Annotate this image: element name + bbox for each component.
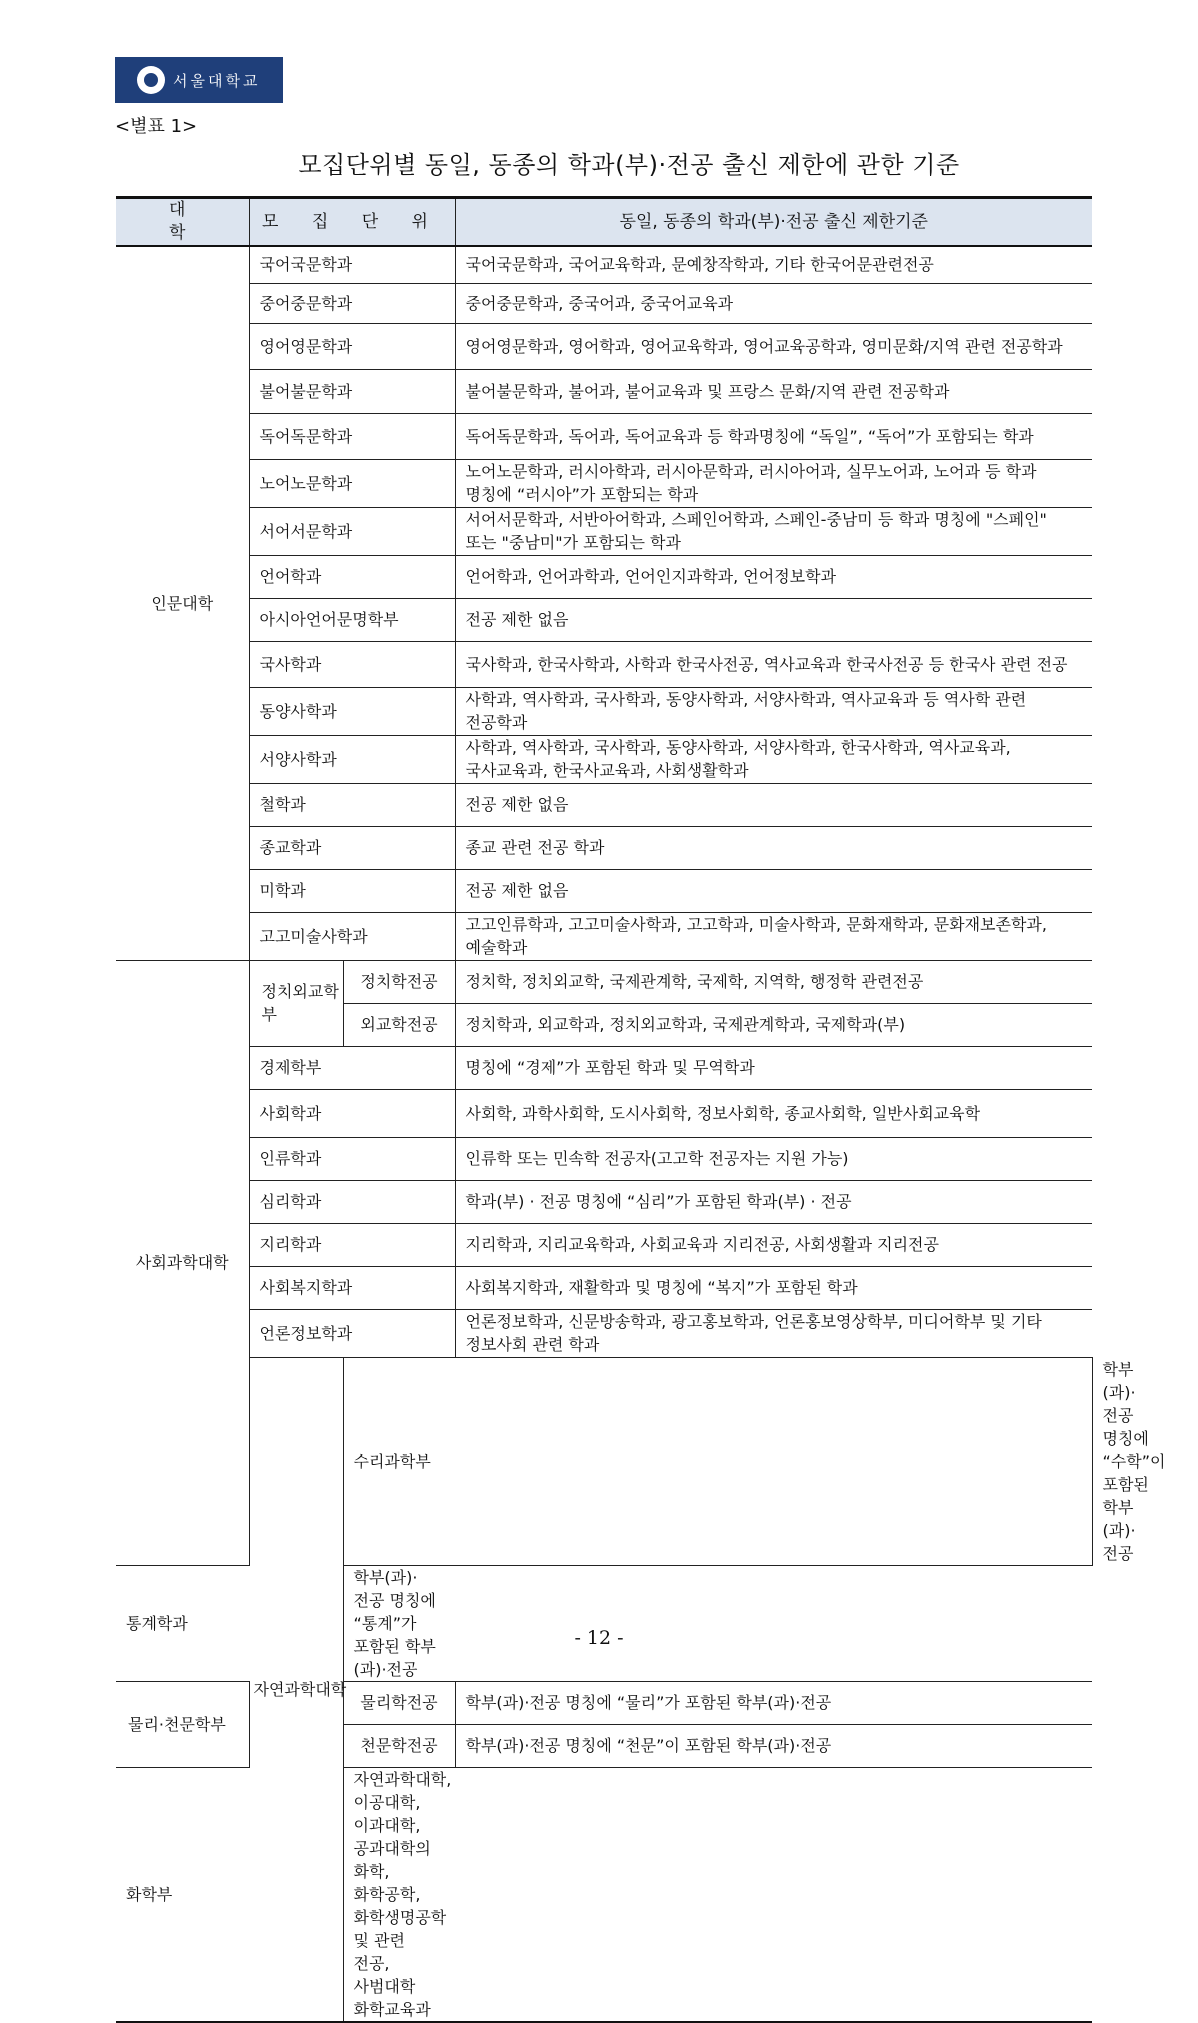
dept-cell: 사회복지학과: [249, 1266, 455, 1309]
table-row: [116, 641, 1092, 687]
college-cell: 인문대학: [116, 246, 249, 960]
criteria-cell: 고고인류학과, 고고미술사학과, 고고학과, 미술사학과, 문화재학과, 문화재보존학과, 예술학과: [455, 912, 1092, 960]
table-row: [116, 283, 1092, 323]
criteria-cell: 사회학, 과학사회학, 도시사회학, 정보사회학, 종교사회학, 일반사회교육학: [455, 1089, 1092, 1137]
criteria-table: [116, 196, 1166, 2023]
dept-cell: 동양사학과: [249, 687, 455, 735]
logo-text: 서울대학교: [173, 71, 261, 90]
dept-cell: 언어학과: [249, 555, 455, 598]
dept-sub-cell: 외교학전공: [343, 1003, 455, 1046]
criteria-cell: 지리학과, 지리교육학과, 사회교육과 지리전공, 사회생활과 지리전공: [455, 1223, 1092, 1266]
criteria-cell: 전공 제한 없음: [455, 598, 1092, 641]
dept-cell: 국어국문학과: [249, 246, 455, 283]
university-emblem-icon: [137, 66, 165, 94]
dept-cell: 국사학과: [249, 641, 455, 687]
table-row: [116, 1046, 1092, 1089]
criteria-cell: 국사학과, 한국사학과, 사학과 한국사전공, 역사교육과 한국사전공 등 한국사 관련 전공: [455, 641, 1092, 687]
dept-sub-cell: 정치학전공: [343, 960, 455, 1003]
college-cell: 자연과학대학: [249, 1357, 343, 2022]
table-row: [116, 246, 1092, 283]
dept-cell: 수리과학부: [343, 1357, 1092, 1565]
table-row: [116, 413, 1092, 459]
criteria-cell: 사학과, 역사학과, 국사학과, 동양사학과, 서양사학과, 한국사학과, 역사교육과, 국사교육과, 한국사교육과, 사회생활학과: [455, 735, 1092, 783]
table-row: [116, 1137, 1092, 1180]
criteria-cell: 학부(과)·전공 명칭에 “물리”가 포함된 학부(과)·전공: [455, 1681, 1092, 1724]
table-row: 자연과학대학 수리과학부 학부(과)·전공 명칭에 “수학”이 포함된 학부(과)·전공: [116, 1357, 1092, 1565]
dept-sub-cell: 천문학전공: [343, 1724, 455, 1767]
header-criteria: 동일, 동종의 학과(부)·전공 출신 제한기준: [455, 198, 1092, 247]
criteria-cell: 정치학과, 외교학과, 정치외교학과, 국제관계학과, 국제학과(부): [455, 1003, 1092, 1046]
table-row: [116, 323, 1092, 369]
dept-cell: 아시아언어문명학부: [249, 598, 455, 641]
criteria-cell: 인류학 또는 민속학 전공자(고고학 전공자는 지원 가능): [455, 1137, 1092, 1180]
dept-cell: 독어독문학과: [249, 413, 455, 459]
dept-cell: 불어불문학과: [249, 369, 455, 413]
table-row: [116, 735, 1092, 783]
dept-cell: 고고미술사학과: [249, 912, 455, 960]
header-unit: 모 집 단 위: [249, 198, 455, 247]
table-row: [116, 1180, 1092, 1223]
college-cell: 사회과학대학: [116, 960, 249, 1565]
dept-sub-cell: 물리학전공: [343, 1681, 455, 1724]
table-row: [116, 1266, 1092, 1309]
university-logo: [115, 57, 283, 103]
table-row: [116, 369, 1092, 413]
dept-cell: 지리학과: [249, 1223, 455, 1266]
dept-cell: 중어중문학과: [249, 283, 455, 323]
dept-cell: 언론정보학과: [249, 1309, 455, 1357]
table-row: [116, 1309, 1092, 1357]
table-row: [116, 507, 1092, 555]
document-title: 모집단위별 동일, 동종의 학과(부)·전공 출신 제한에 관한 기준: [298, 151, 960, 179]
criteria-cell: 학과(부) · 전공 명칭에 “심리”가 포함된 학과(부) · 전공: [455, 1180, 1092, 1223]
dept-cell: 노어노문학과: [249, 459, 455, 507]
criteria-cell: 전공 제한 없음: [455, 783, 1092, 826]
criteria-cell: 독어독문학과, 독어과, 독어교육과 등 학과명칭에 “독일”, “독어”가 포함되는 학과: [455, 413, 1092, 459]
criteria-cell: 학부(과)·전공 명칭에 “통계”가 포함된 학부(과)·전공: [343, 1565, 455, 1681]
table-row: [116, 1565, 1092, 1681]
dept-cell: 화학부: [116, 1767, 343, 2022]
criteria-cell: 명칭에 “경제”가 포함된 학과 및 무역학과: [455, 1046, 1092, 1089]
appendix-label: <별표 1>: [115, 116, 198, 137]
table-row: [116, 960, 1092, 1003]
criteria-cell: 자연과학대학, 이공대학, 이과대학, 공과대학의 화학, 화학공학, 화학생명공학 및 관련 전공, 사범대학 화학교육과: [343, 1767, 455, 2022]
table-row: [116, 1089, 1092, 1137]
dept-cell: 영어영문학과: [249, 323, 455, 369]
dept-group-cell: 정치외교학 부: [249, 960, 343, 1046]
table-row: [116, 783, 1092, 826]
dept-cell: 서어서문학과: [249, 507, 455, 555]
criteria-cell: 학부(과)·전공 명칭에 “천문”이 포함된 학부(과)·전공: [455, 1724, 1092, 1767]
table-row: [116, 1767, 1092, 2022]
criteria-cell: 언어학과, 언어과학과, 언어인지과학과, 언어정보학과: [455, 555, 1092, 598]
table-row: [116, 1223, 1092, 1266]
dept-cell: 서양사학과: [249, 735, 455, 783]
dept-cell: 경제학부: [249, 1046, 455, 1089]
dept-cell: 미학과: [249, 869, 455, 912]
criteria-cell: 노어노문학과, 러시아학과, 러시아문학과, 러시아어과, 실무노어과, 노어과 등 학과 명칭에 “러시아”가 포함되는 학과: [455, 459, 1092, 507]
dept-cell: 종교학과: [249, 826, 455, 869]
criteria-cell: 사회복지학과, 재활학과 및 명칭에 “복지”가 포함된 학과: [455, 1266, 1092, 1309]
dept-cell: 통계학과: [116, 1565, 343, 1681]
table-row: [116, 912, 1092, 960]
table-row: [116, 555, 1092, 598]
criteria-cell: 사학과, 역사학과, 국사학과, 동양사학과, 서양사학과, 역사교육과 등 역사학 관련 전공학과: [455, 687, 1092, 735]
criteria-cell: 불어불문학과, 불어과, 불어교육과 및 프랑스 문화/지역 관련 전공학과: [455, 369, 1092, 413]
criteria-cell: 종교 관련 전공 학과: [455, 826, 1092, 869]
dept-cell: 심리학과: [249, 1180, 455, 1223]
table-row: [116, 869, 1092, 912]
dept-cell: 철학과: [249, 783, 455, 826]
table-header-row: [116, 198, 1092, 247]
table-row: [116, 687, 1092, 735]
criteria-cell: 국어국문학과, 국어교육학과, 문예창작학과, 기타 한국어문관련전공: [455, 246, 1092, 283]
criteria-cell: 정치학, 정치외교학, 국제관계학, 국제학, 지역학, 행정학 관련전공: [455, 960, 1092, 1003]
table-row: [116, 826, 1092, 869]
header-college: 대 학: [116, 198, 249, 247]
dept-cell: 사회학과: [249, 1089, 455, 1137]
table-row: [116, 459, 1092, 507]
dept-cell: 인류학과: [249, 1137, 455, 1180]
criteria-cell: 서어서문학과, 서반아어학과, 스페인어학과, 스페인-중남미 등 학과 명칭에 "스페인" 또는 "중남미"가 포함되는 학과: [455, 507, 1092, 555]
table-row: [116, 598, 1092, 641]
criteria-cell: 언론정보학과, 신문방송학과, 광고홍보학과, 언론홍보영상학부, 미디어학부 및 기타 정보사회 관련 학과: [455, 1309, 1092, 1357]
dept-group-cell: 물리·천문학부: [116, 1681, 249, 1767]
criteria-cell: 영어영문학과, 영어학과, 영어교육학과, 영어교육공학과, 영미문화/지역 관련 전공학과: [455, 323, 1092, 369]
page-number: - 12 -: [574, 1627, 624, 1649]
criteria-cell: 전공 제한 없음: [455, 869, 1092, 912]
criteria-cell: 중어중문학과, 중국어과, 중국어교육과: [455, 283, 1092, 323]
